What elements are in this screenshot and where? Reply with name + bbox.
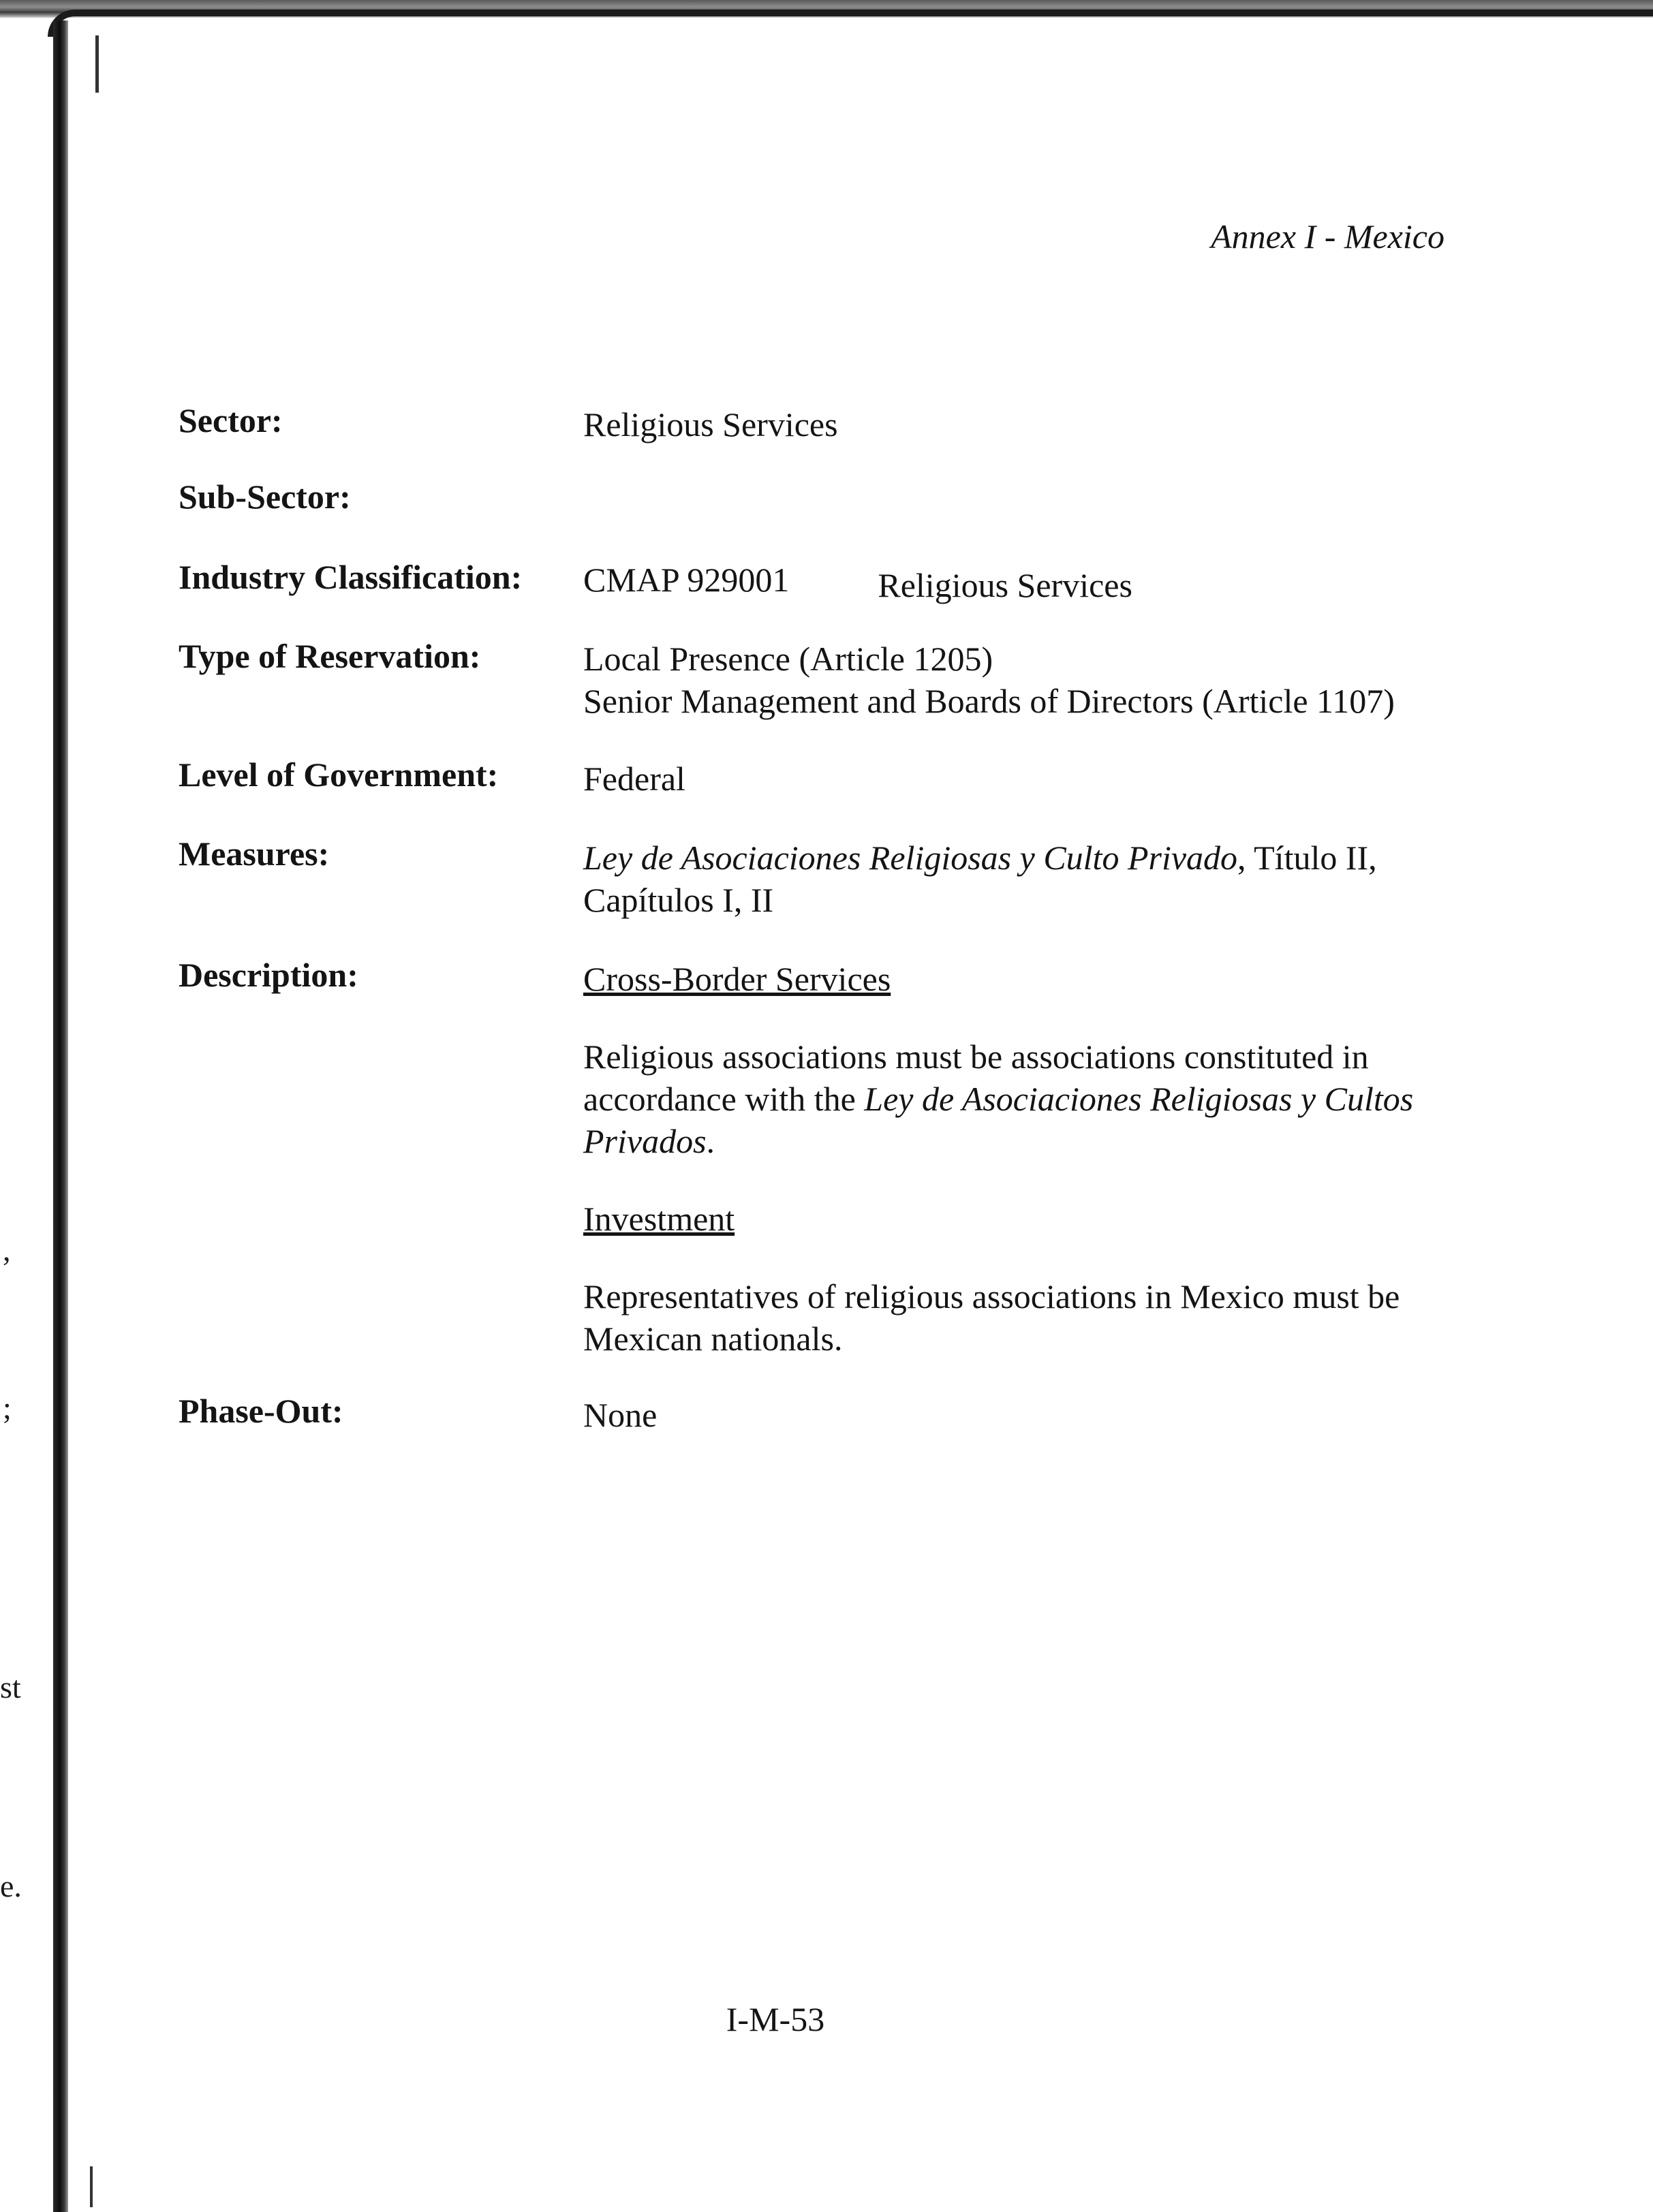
- scan-binding-edge: [53, 20, 68, 2212]
- sector-value-text: Religious Services: [583, 405, 838, 443]
- page-number-text: I-M-53: [726, 2000, 825, 2038]
- cross-border-paragraph: [583, 1035, 1435, 1162]
- cross-border-text-prefix: accordance with the: [583, 1080, 865, 1118]
- industry-classification-line: [583, 559, 1435, 604]
- industry-classification-value: [583, 559, 1435, 604]
- level-of-government-value: [583, 758, 1435, 800]
- scan-page-curl: [48, 10, 1653, 37]
- page-number: [0, 1999, 1653, 2039]
- industry-classification-label: Industry Classification:: [179, 558, 523, 596]
- phase-out-value: [583, 1394, 1435, 1436]
- scan-binding-mark: [95, 35, 99, 93]
- facing-page-fragment: ;: [3, 1390, 12, 1425]
- investment-text-line-2: Mexican nationals.: [583, 1320, 843, 1358]
- type-of-reservation-value: [583, 638, 1435, 722]
- cross-border-law-title-b: Privados: [583, 1122, 707, 1160]
- phase-out-text: None: [583, 1396, 658, 1434]
- annex-header: Annex I - Mexico: [1211, 217, 1445, 255]
- phase-out-label: Phase-Out:: [179, 1392, 343, 1430]
- measures-law-suffix: , Título II,: [1237, 839, 1377, 877]
- cross-border-text-line-1: Religious associations must be associations constituted in: [583, 1038, 1369, 1076]
- level-of-government-label: Level of Government:: [179, 755, 499, 794]
- description-value: [583, 958, 1435, 1360]
- sector-value: [583, 403, 1435, 446]
- facing-page-fragment: e.: [0, 1869, 22, 1903]
- scan-binding-mark-bottom: [90, 2166, 93, 2207]
- measures-value: [583, 837, 1435, 921]
- cross-border-heading: Cross-Border Services: [583, 960, 891, 998]
- description-label: Description:: [179, 956, 358, 994]
- reservation-line: Local Presence (Article 1205): [583, 640, 993, 678]
- cmap-description: Religious Services: [878, 566, 1132, 604]
- measures-line-2: Capítulos I, II: [583, 881, 774, 919]
- type-of-reservation-label: Type of Reservation:: [179, 637, 481, 675]
- investment-text-line-1: Representatives of religious associations in Mexico must be: [583, 1277, 1400, 1315]
- cross-border-text-line-3: [583, 1120, 1435, 1162]
- investment-paragraph: [583, 1275, 1435, 1360]
- sub-sector-label: Sub-Sector:: [179, 478, 351, 516]
- measures-line-1: [583, 837, 1435, 879]
- investment-heading: Investment: [583, 1200, 735, 1238]
- sector-label: Sector:: [179, 401, 283, 439]
- cross-border-text-line-2: [583, 1078, 1435, 1120]
- reservation-line: Senior Management and Boards of Directors (Article 1107): [583, 682, 1395, 720]
- cmap-code: CMAP 929001: [583, 561, 790, 599]
- measures-label: Measures:: [179, 835, 330, 873]
- measures-law-title: Ley de Asociaciones Religiosas y Culto Privado: [583, 839, 1238, 877]
- cross-border-law-title-a: Ley de Asociaciones Religiosas y Cultos: [864, 1080, 1414, 1118]
- facing-page-fragment: ,: [3, 1232, 11, 1267]
- level-of-government-text: Federal: [583, 760, 685, 798]
- facing-page-fragment: st: [0, 1670, 21, 1704]
- cross-border-text-end: .: [706, 1122, 715, 1160]
